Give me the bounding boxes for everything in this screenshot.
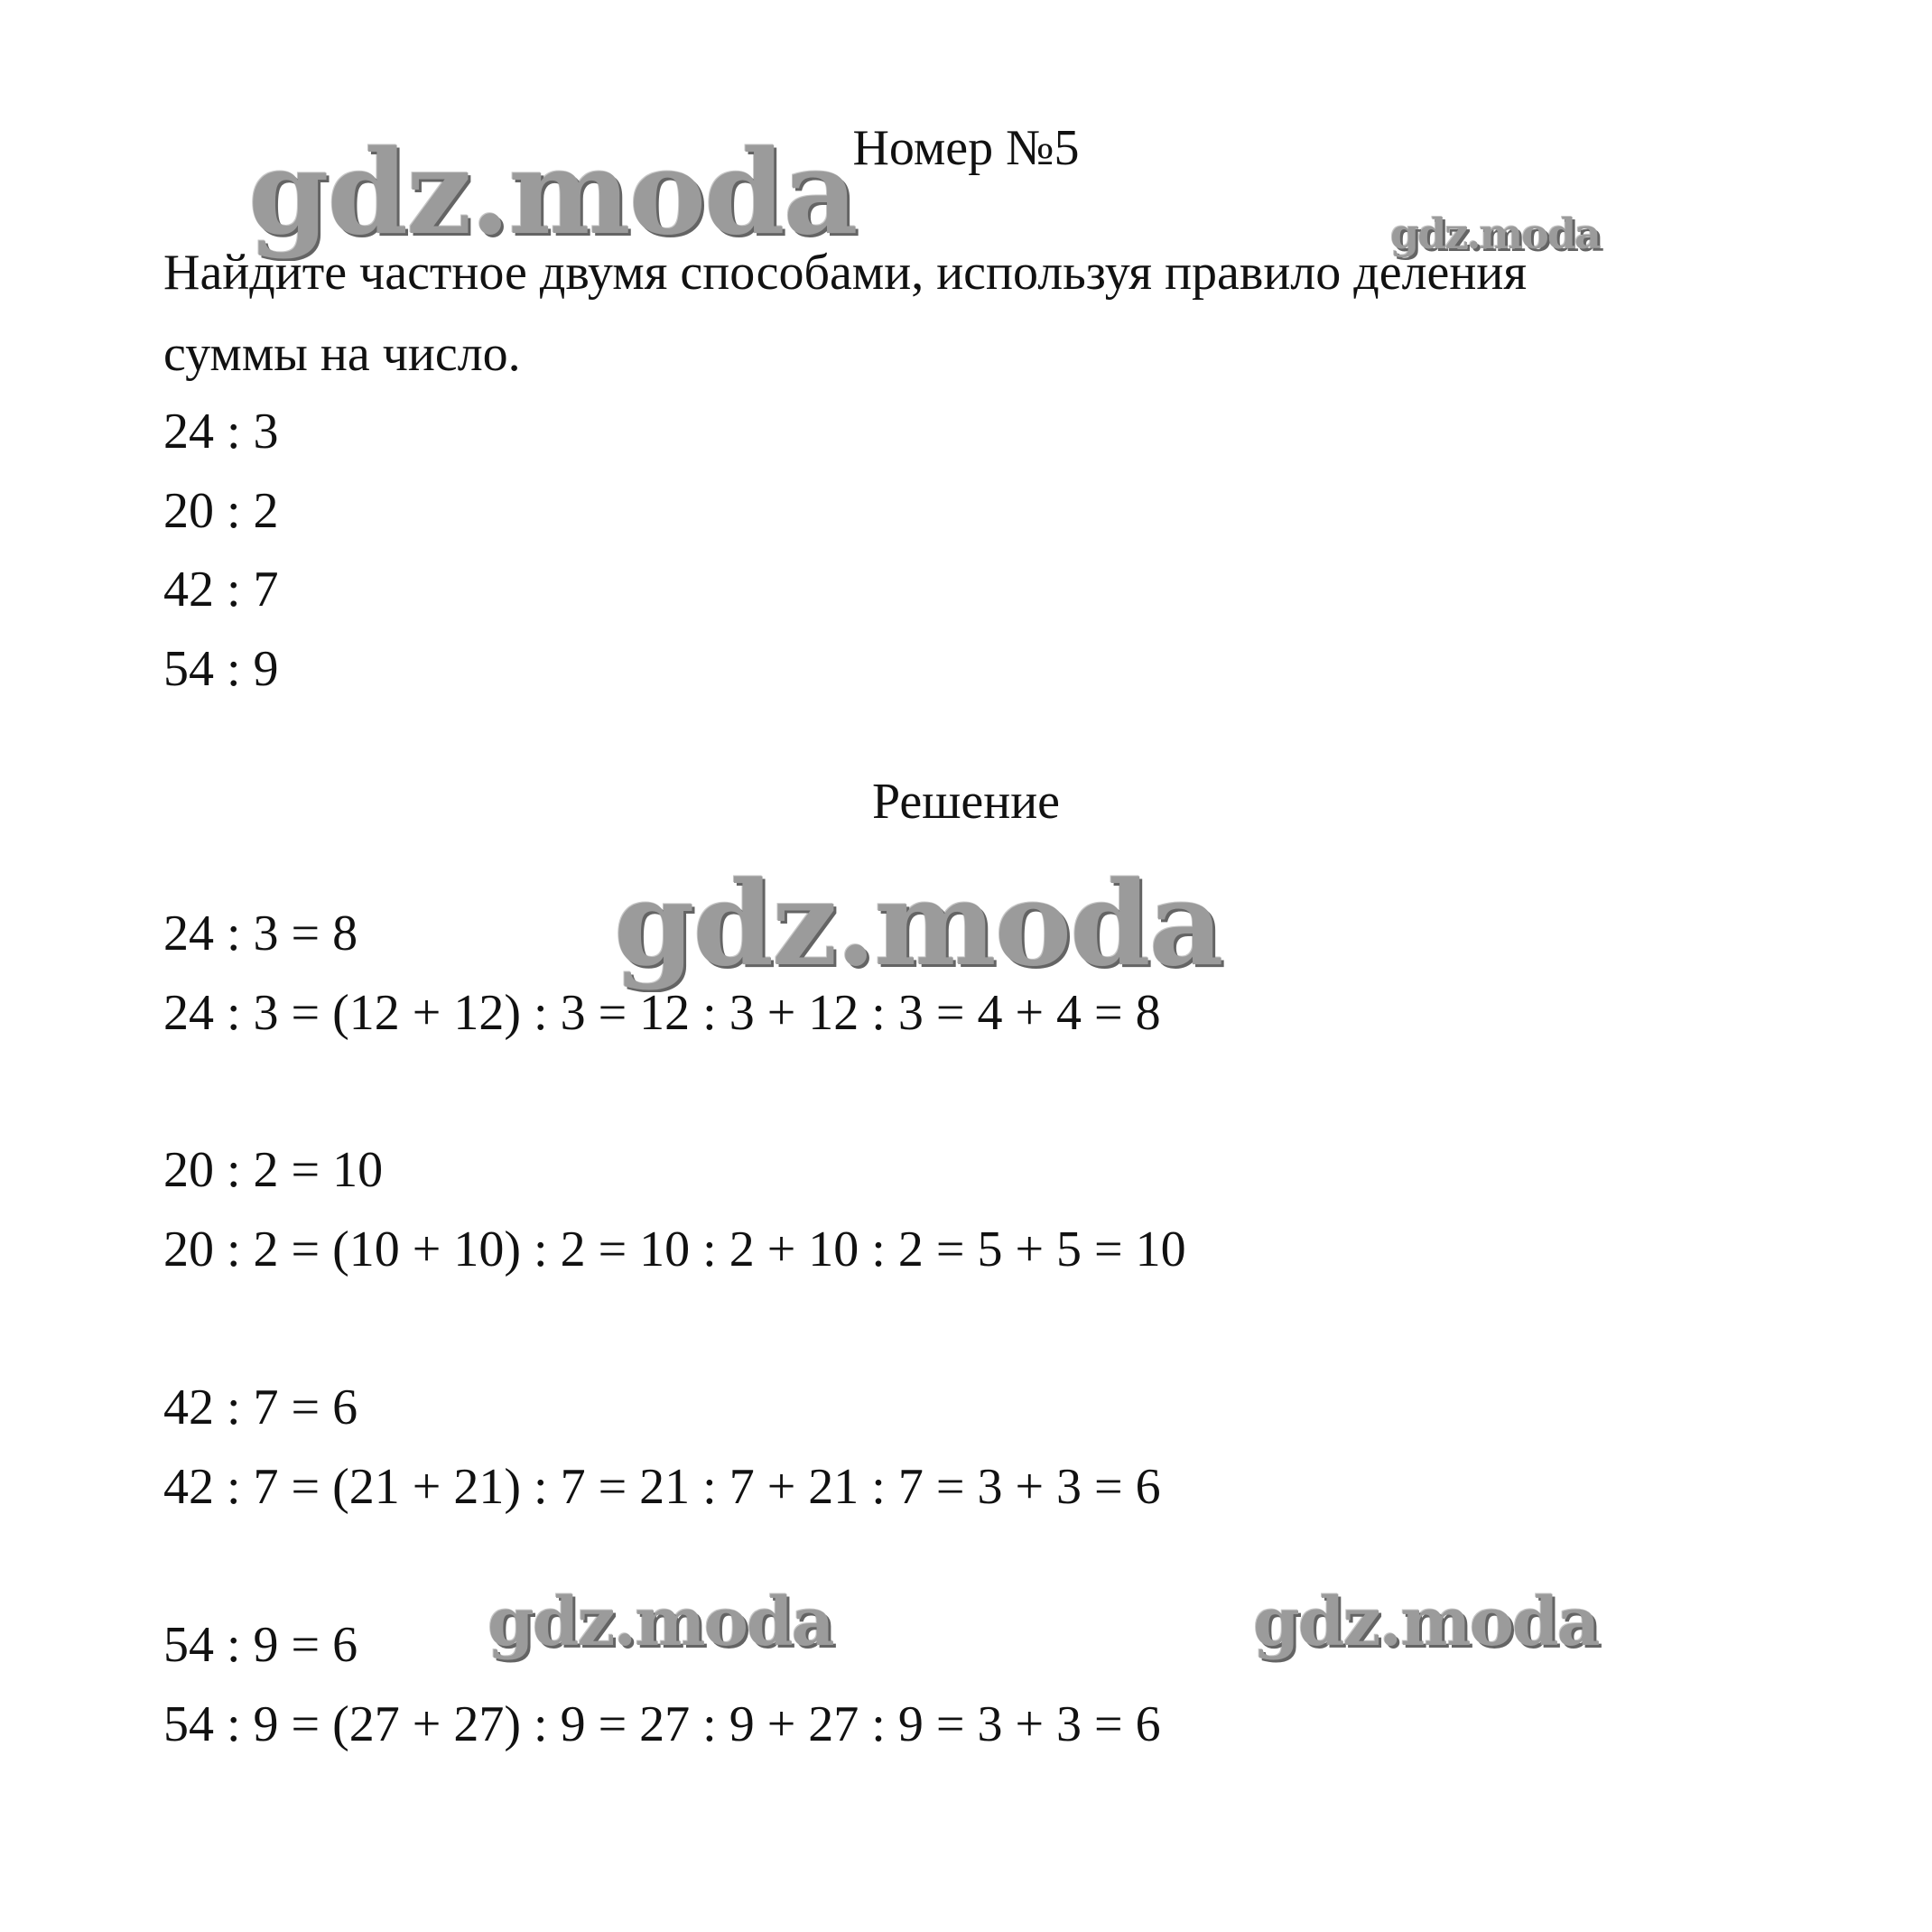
- watermark-top-left: gdz.moda: [248, 125, 857, 261]
- solution-answer: 54 : 9 = 6: [163, 1617, 358, 1673]
- task-expression: 24 : 3: [163, 404, 279, 460]
- solution-answer: 42 : 7 = 6: [163, 1379, 358, 1435]
- solution-method: 42 : 7 = (21 + 21) : 7 = 21 : 7 + 21 : 7 = 3 + 3 = 6: [163, 1459, 1161, 1515]
- task-statement-line-2: суммы на число.: [163, 326, 521, 382]
- watermark-center: gdz.moda: [614, 857, 1222, 992]
- solution-method: 54 : 9 = (27 + 27) : 9 = 27 : 9 + 27 : 9 = 3 + 3 = 6: [163, 1696, 1161, 1752]
- solution-method: 24 : 3 = (12 + 12) : 3 = 12 : 3 + 12 : 3 = 4 + 4 = 8: [163, 985, 1161, 1041]
- task-expression: 42 : 7: [163, 562, 279, 618]
- task-statement-line-1: Найдите частное двумя способами, используя правило деления: [163, 245, 1528, 301]
- watermark-top-right: gdz.moda: [1390, 209, 1600, 258]
- solution-method: 20 : 2 = (10 + 10) : 2 = 10 : 2 + 10 : 2 = 5 + 5 = 10: [163, 1221, 1186, 1277]
- task-expression: 20 : 2: [163, 483, 279, 539]
- solution-heading: Решение: [871, 774, 1061, 830]
- watermark-bottom-left: gdz.moda: [488, 1584, 833, 1661]
- page-title: Номер №5: [852, 120, 1080, 176]
- watermark-bottom-right: gdz.moda: [1253, 1584, 1599, 1661]
- solution-answer: 20 : 2 = 10: [163, 1142, 384, 1198]
- task-expression: 54 : 9: [163, 641, 279, 697]
- solution-answer: 24 : 3 = 8: [163, 906, 358, 961]
